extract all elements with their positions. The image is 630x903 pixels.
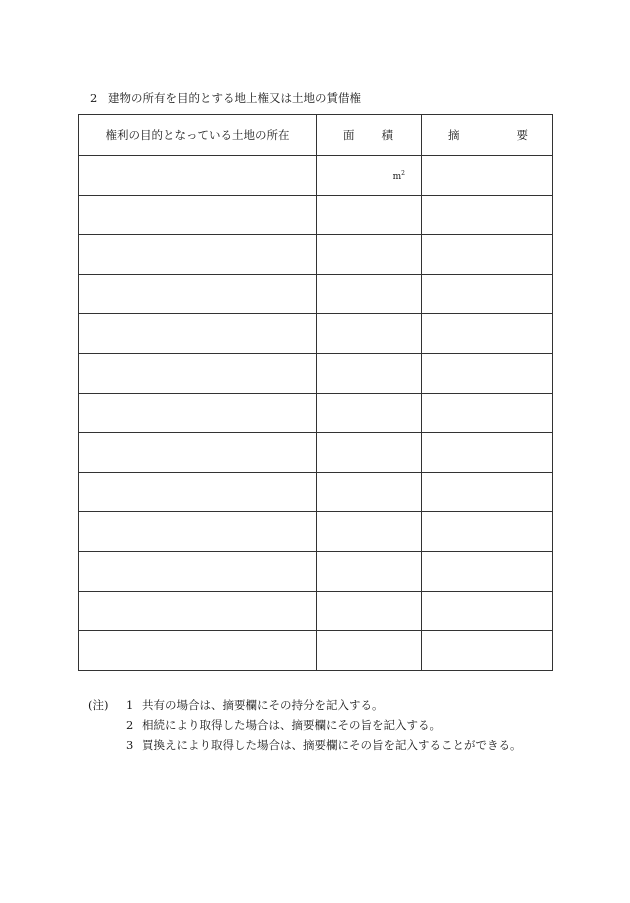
area-cell[interactable] [317,235,422,275]
remarks-cell[interactable] [422,195,553,235]
location-cell[interactable] [79,195,317,235]
location-cell[interactable] [79,551,317,591]
area-cell[interactable] [317,156,422,196]
table-row [79,551,553,591]
area-cell[interactable] [317,274,422,314]
location-cell[interactable] [79,393,317,433]
remarks-cell[interactable] [422,631,553,671]
table-body [79,156,553,671]
table-row [79,314,553,354]
notes-section [88,695,522,755]
note-item [88,695,522,715]
area-cell[interactable] [317,631,422,671]
remarks-cell[interactable] [422,274,553,314]
table-row [79,512,553,552]
location-cell[interactable] [79,314,317,354]
location-cell[interactable] [79,512,317,552]
note-number: 3 [126,738,134,752]
table-header-row [79,115,553,156]
area-cell[interactable] [317,314,422,354]
note-item [88,735,522,755]
location-cell[interactable] [79,472,317,512]
note-number: 1 [126,698,134,712]
area-cell[interactable] [317,472,422,512]
section-heading [90,90,361,106]
table-row [79,274,553,314]
table-row [79,591,553,631]
area-cell[interactable] [317,433,422,473]
header-remarks-char-2: 要 [516,128,528,142]
table-row [79,195,553,235]
note-text: 共有の場合は、摘要欄にその持分を記入する。 [142,698,384,712]
table-row [79,353,553,393]
table-row [79,631,553,671]
area-cell[interactable] [317,551,422,591]
location-cell[interactable] [79,156,317,196]
header-area [317,115,422,156]
remarks-cell[interactable] [422,393,553,433]
header-remarks-char-1: 摘 [448,128,460,142]
section-title: 建物の所有を目的とする地上権又は土地の賃借権 [108,91,361,105]
note-item [88,715,522,735]
location-cell[interactable] [79,353,317,393]
notes-prefix: (注) [88,698,109,712]
remarks-cell[interactable] [422,314,553,354]
note-text: 相続により取得した場合は、摘要欄にその旨を記入する。 [142,718,441,732]
remarks-cell[interactable] [422,235,553,275]
unit-base: m [392,172,402,182]
area-cell[interactable] [317,591,422,631]
table-row [79,433,553,473]
remarks-cell[interactable] [422,433,553,473]
header-area-char-2: 積 [381,128,393,142]
table-row [79,393,553,433]
area-cell[interactable] [317,353,422,393]
land-rights-table [78,114,553,671]
area-cell[interactable] [317,195,422,235]
location-cell[interactable] [79,631,317,671]
remarks-cell[interactable] [422,591,553,631]
location-cell[interactable] [79,433,317,473]
table-row [79,472,553,512]
table-row [79,235,553,275]
note-text: 買換えにより取得した場合は、摘要欄にその旨を記入することができる。 [142,738,522,752]
section-number: 2 [90,91,98,105]
remarks-cell[interactable] [422,551,553,591]
remarks-cell[interactable] [422,353,553,393]
remarks-cell[interactable] [422,156,553,196]
location-cell[interactable] [79,274,317,314]
header-location: 権利の目的となっている土地の所在 [79,115,317,156]
location-cell[interactable] [79,591,317,631]
note-number: 2 [126,718,134,732]
square-meter-unit [393,170,405,182]
header-remarks [422,115,553,156]
location-cell[interactable] [79,235,317,275]
table-row [79,156,553,196]
unit-exponent: 2 [401,170,405,177]
remarks-cell[interactable] [422,512,553,552]
header-area-char-1: 面 [343,128,355,142]
area-cell[interactable] [317,393,422,433]
remarks-cell[interactable] [422,472,553,512]
area-cell[interactable] [317,512,422,552]
